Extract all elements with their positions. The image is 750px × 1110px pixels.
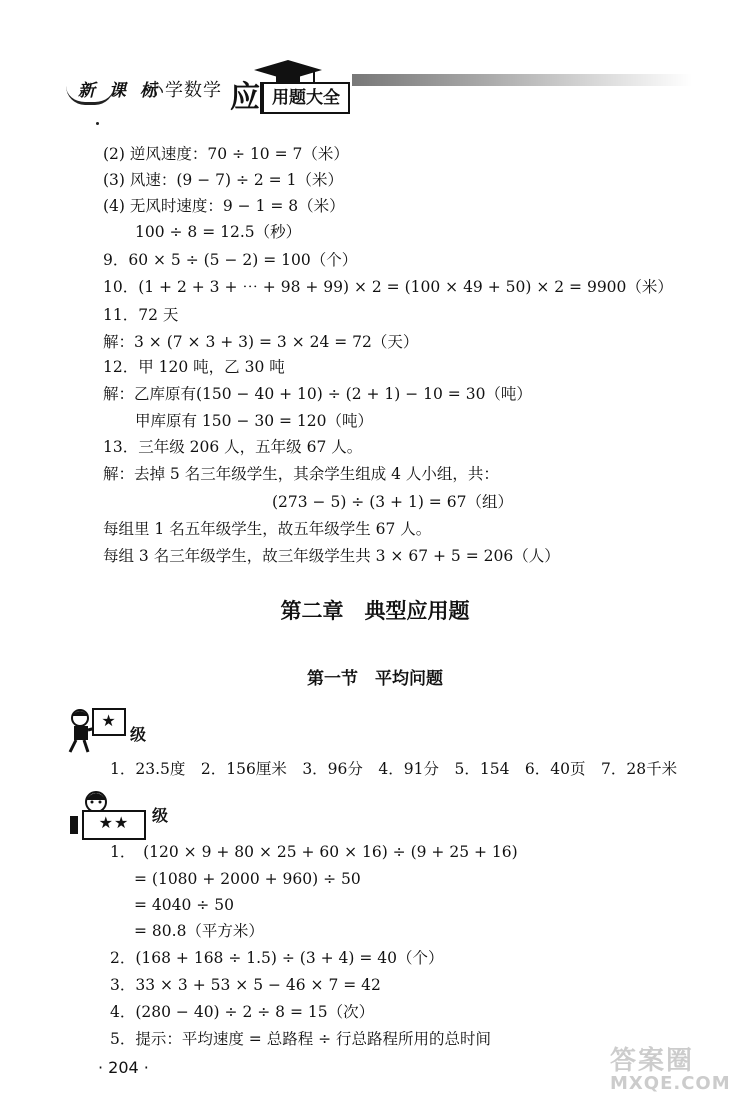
answer-line: 100 ÷ 8 = 12.5（秒） bbox=[135, 223, 302, 241]
level-2-label: 级 bbox=[152, 806, 169, 825]
answer-line: 13．三年级 206 人，五年级 67 人。 bbox=[103, 438, 363, 456]
level-1-answers: 1．23.5度 2．156厘米 3．96分 4．91分 5．154 6．40页 7．28千米 bbox=[110, 760, 678, 778]
level-2-line: 1． (120 × 9 + 80 × 25 + 60 × 16) ÷ (9 + 25 + 16) bbox=[110, 843, 518, 861]
page-number: · 204 · bbox=[98, 1058, 149, 1077]
answer-line: 9．60 × 5 ÷ (5 − 2) = 100（个） bbox=[103, 251, 358, 269]
section-title: 第一节 平均问题 bbox=[307, 669, 443, 689]
level-2-line: = 4040 ÷ 50 bbox=[134, 896, 234, 914]
answer-line: (2) 逆风速度：70 ÷ 10 = 7（米） bbox=[103, 145, 349, 163]
level-2-line: = 80.8（平方米） bbox=[134, 922, 264, 940]
answer-line: 解：乙库原有(150 − 40 + 10) ÷ (2 + 1) − 10 = 30（吨） bbox=[103, 385, 532, 403]
level-2-line: 3．33 × 3 + 53 × 5 − 46 × 7 = 42 bbox=[110, 976, 381, 994]
answer-line: 每组里 1 名五年级学生，故五年级学生 67 人。 bbox=[103, 520, 432, 538]
header-gradient-bar bbox=[352, 74, 692, 86]
answer-line: 解：去掉 5 名三年级学生，其余学生组成 4 人小组，共： bbox=[103, 465, 499, 483]
header-box-title: 用题大全 bbox=[260, 82, 350, 114]
answer-line: 11．72 天 bbox=[103, 306, 179, 324]
header-book-title: 小学数学 bbox=[146, 80, 222, 101]
answer-line: 10．(1 + 2 + 3 + ⋯ + 98 + 99) × 2 = (100 × 49 + 50) × 2 = 9900（米） bbox=[103, 278, 673, 296]
watermark-top: 答案圈 bbox=[610, 1046, 695, 1076]
chapter-title: 第二章 典型应用题 bbox=[280, 599, 470, 623]
answer-line: (273 − 5) ÷ (3 + 1) = 67（组） bbox=[272, 493, 513, 511]
level-2-line: 2．(168 + 168 ÷ 1.5) ÷ (3 + 4) = 40（个） bbox=[110, 949, 444, 967]
header-ying: 应 bbox=[230, 80, 260, 115]
answer-line: (3) 风速：(9 − 7) ÷ 2 = 1（米） bbox=[103, 171, 343, 189]
level-1-label: 级 bbox=[130, 725, 147, 744]
level-2-stars: ★★ bbox=[82, 810, 146, 840]
level-1-stars: ★ bbox=[92, 708, 126, 736]
answer-line: (4) 无风时速度：9 − 1 = 8（米） bbox=[103, 197, 345, 215]
book-header bbox=[60, 66, 700, 126]
answer-line: 甲库原有 150 − 30 = 120（吨） bbox=[135, 412, 374, 430]
level-2-line: 4．(280 − 40) ÷ 2 ÷ 8 = 15（次） bbox=[110, 1003, 375, 1021]
answer-line: 解：3 × (7 × 3 + 3) = 3 × 24 = 72（天） bbox=[103, 333, 419, 351]
answer-line: 12．甲 120 吨，乙 30 吨 bbox=[103, 358, 285, 376]
level-2-line: = (1080 + 2000 + 960) ÷ 50 bbox=[134, 870, 361, 888]
header-brand: 新 课 标 bbox=[78, 81, 161, 101]
watermark-bottom: MXQE.COM bbox=[610, 1073, 731, 1094]
watermark bbox=[610, 1040, 731, 1094]
answer-line: 每组 3 名三年级学生，故三年级学生共 3 × 67 + 5 = 206（人） bbox=[103, 547, 560, 565]
header-dot bbox=[96, 122, 99, 125]
level-2-line: 5．提示：平均速度 = 总路程 ÷ 行总路程所用的总时间 bbox=[110, 1030, 492, 1048]
